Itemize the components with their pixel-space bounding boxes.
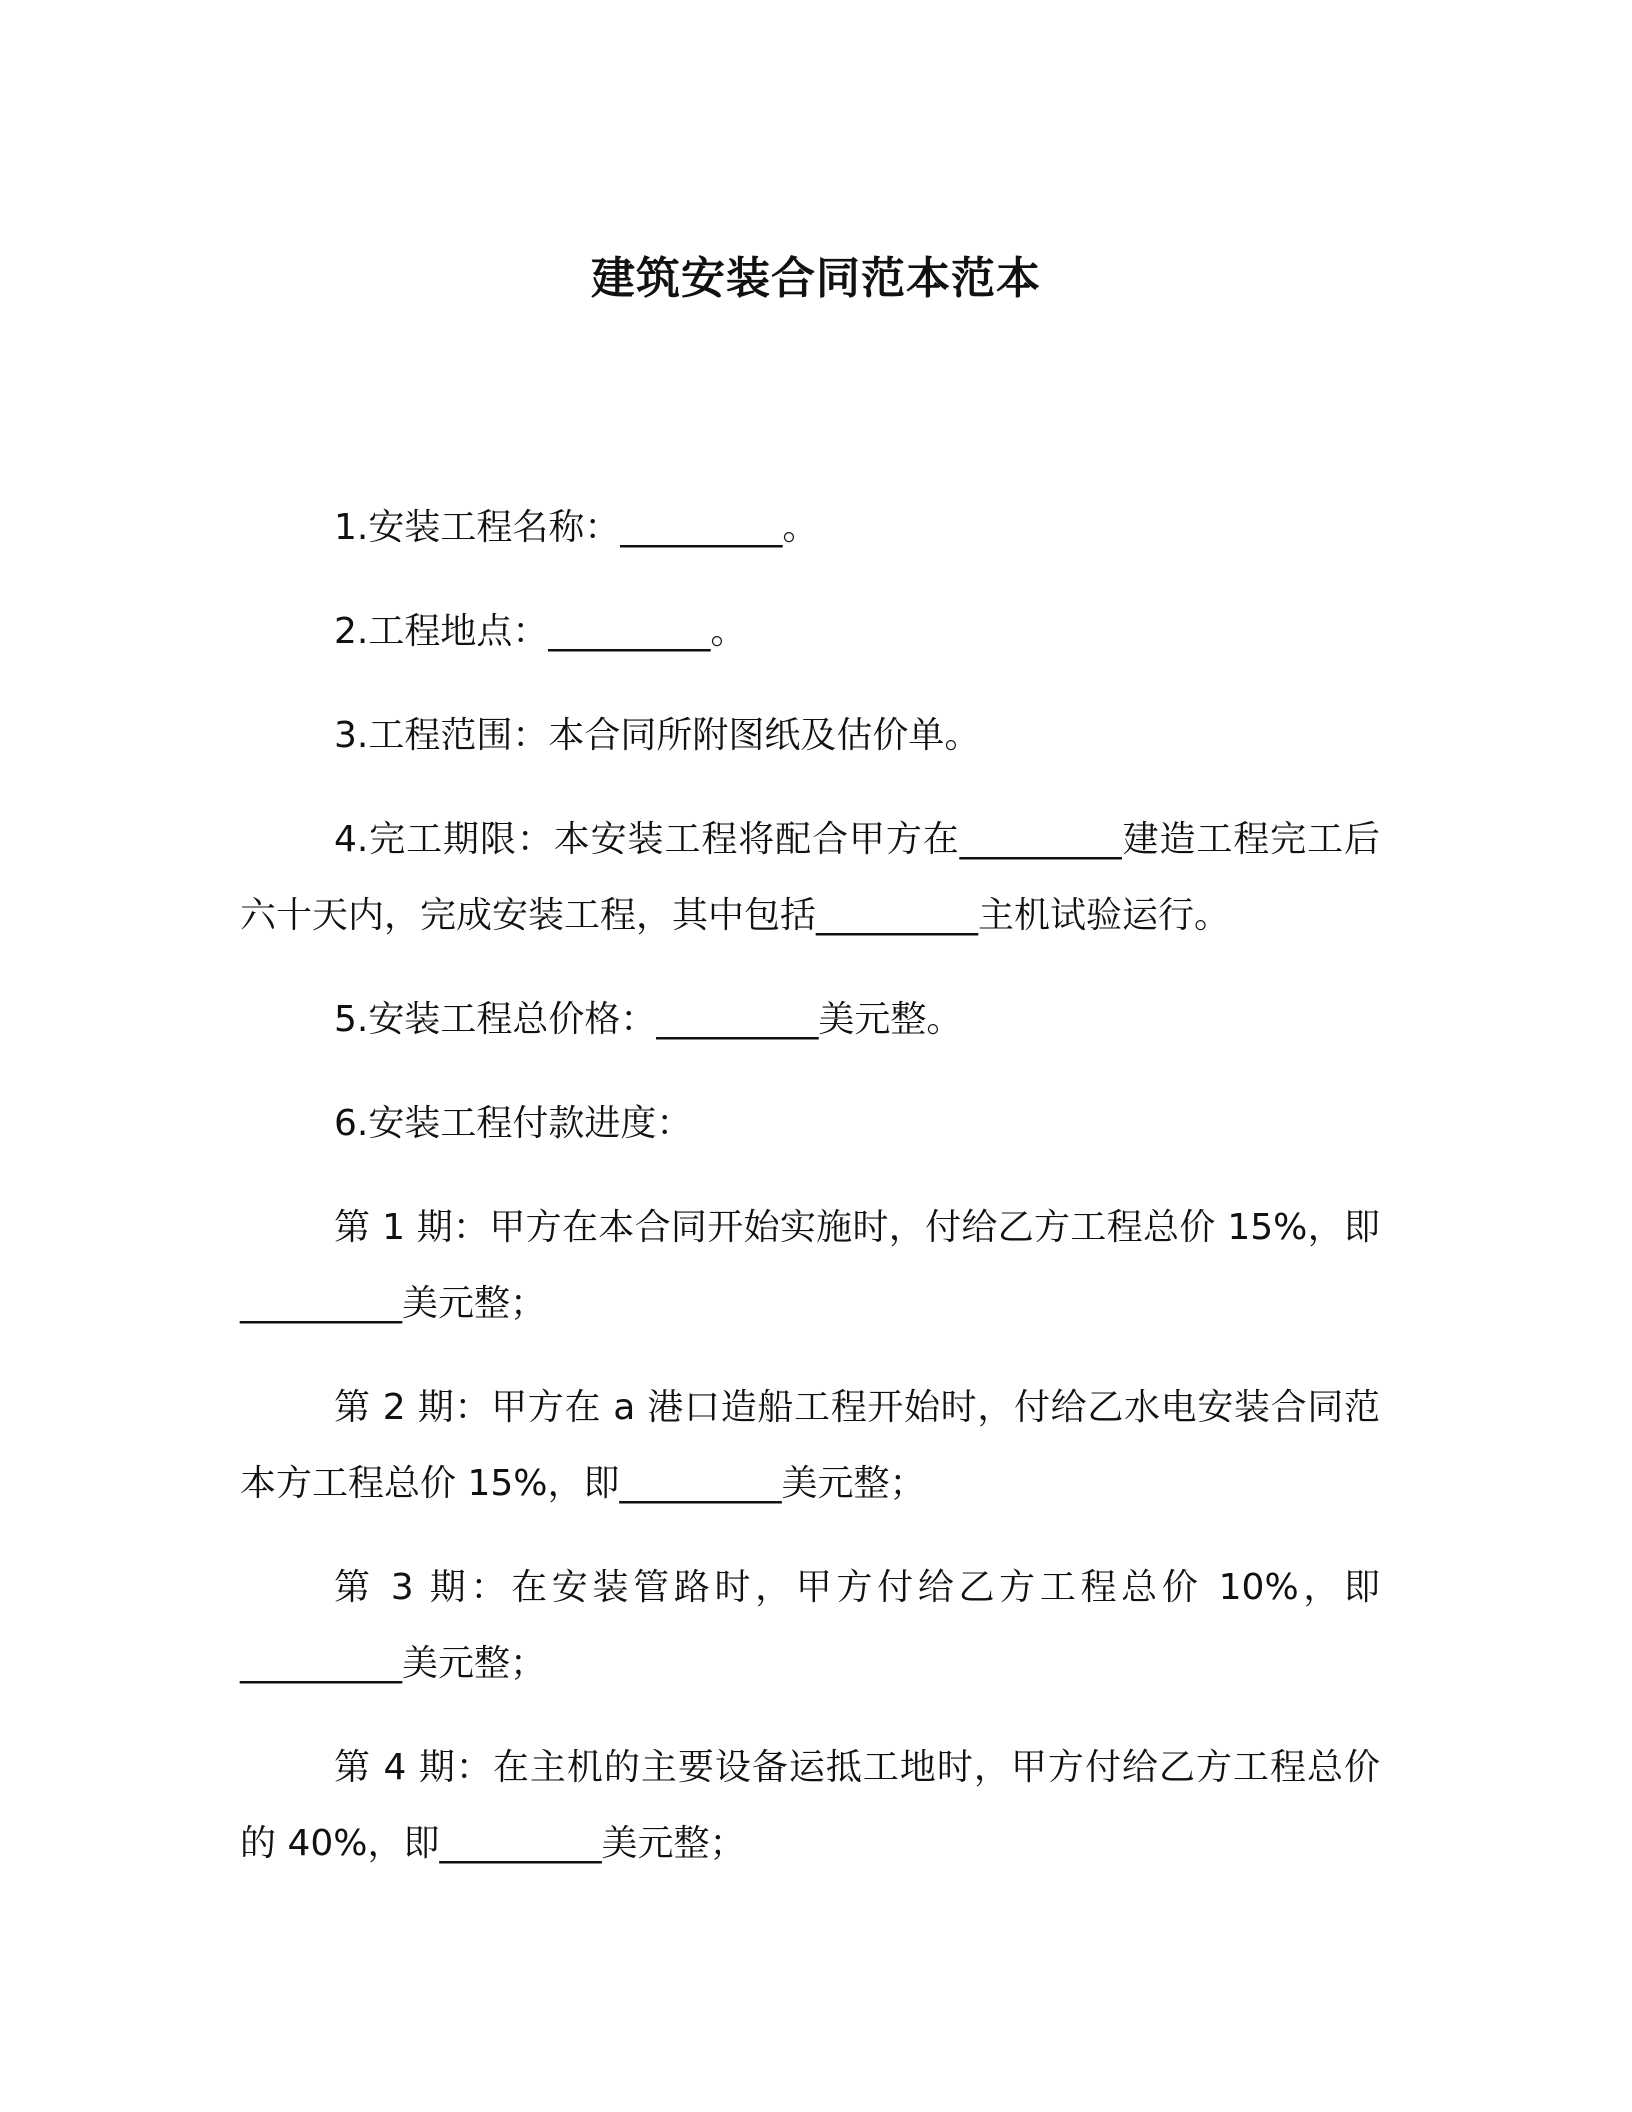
payment-installment-2: 第 2 期：甲方在 a 港口造船工程开始时，付给乙水电安装合同范本方工程总价 15%，即_________美元整； [240,1387,1380,1504]
document-title: 建筑安装合同范本范本 [591,253,1041,305]
clause-5-total-price: 5.安装工程总价格：_________美元整。 [334,999,963,1040]
payment-installment-1: 第 1 期：甲方在本合同开始实施时，付给乙方工程总价 15%，即_________美元整； [240,1207,1380,1324]
document-body [240,490,1392,1910]
payment-installment-3: 第 3 期：在安装管路时，甲方付给乙方工程总价 10%，即 _________美元整； [240,1567,1392,1684]
payment-installment-4: 第 4 期：在主机的主要设备运抵工地时，甲方付给乙方工程总价的 40%，即_________美元整； [240,1747,1380,1864]
clause-3-project-scope: 3.工程范围：本合同所附图纸及估价单。 [334,715,981,756]
clause-1-project-name: 1.安装工程名称：_________。 [334,507,819,548]
clause-4-completion-deadline: 4.完工期限：本安装工程将配合甲方在_________建造工程完工后六十天内，完成安装工程，其中包括_________主机试验运行。 [240,819,1380,936]
clause-6-payment-schedule: 6.安装工程付款进度： [334,1103,693,1144]
clause-2-project-location: 2.工程地点：_________。 [334,611,747,652]
